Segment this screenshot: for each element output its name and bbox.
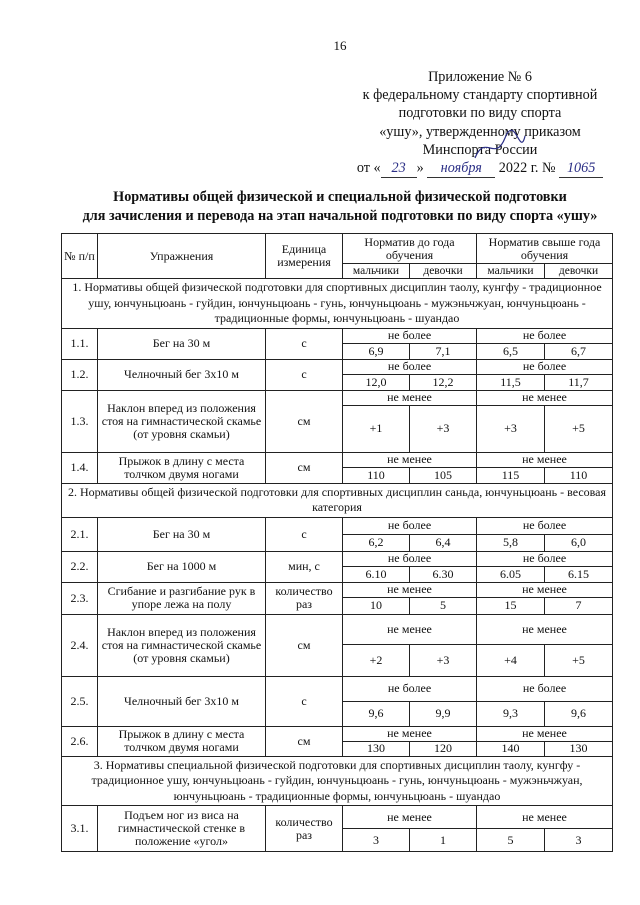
cell-exercise: Бег на 30 м <box>98 328 266 359</box>
appendix-line: «ушу», утвержденному приказом <box>379 123 581 140</box>
cell-exercise: Наклон вперед из положения стоя на гимнастической скамье (от уровня скамьи) <box>98 390 266 452</box>
title-line: для зачисления и перевода на этап начальной подготовки по виду спорта «ушу» <box>82 207 598 224</box>
cell-boys-over-year: 6,5 <box>477 343 545 359</box>
cell-exercise: Прыжок в длину с места толчком двумя ногами <box>98 452 266 483</box>
header-boys: мальчики <box>343 264 410 279</box>
cell-condition: не более <box>477 551 613 566</box>
cell-exercise: Челночный бег 3х10 м <box>98 359 266 390</box>
cell-num: 2.6. <box>62 726 98 756</box>
cell-girls-first-year: 9,9 <box>410 701 477 726</box>
cell-num: 3.1. <box>62 806 98 852</box>
cell-boys-first-year: 6,2 <box>343 534 410 551</box>
signature-scribble-icon <box>470 128 530 168</box>
cell-condition: не более <box>343 676 477 701</box>
cell-girls-over-year: 6,7 <box>545 343 613 359</box>
cell-girls-over-year: +5 <box>545 644 613 676</box>
header-exercise: Упражнения <box>98 234 266 279</box>
cell-boys-first-year: 10 <box>343 597 410 614</box>
cell-condition: не более <box>343 517 477 534</box>
cell-girls-first-year: 6.30 <box>410 566 477 582</box>
cell-boys-over-year: +4 <box>477 644 545 676</box>
table-body <box>62 279 613 852</box>
cell-num: 1.3. <box>62 390 98 452</box>
cell-boys-over-year: 15 <box>477 597 545 614</box>
cell-girls-over-year: +5 <box>545 405 613 452</box>
cell-condition: не менее <box>477 614 613 644</box>
cell-condition: не более <box>477 359 613 374</box>
cell-girls-over-year: 3 <box>545 829 613 852</box>
table-row <box>62 359 613 374</box>
table-header-row <box>62 234 613 264</box>
cell-girls-over-year: 110 <box>545 467 613 483</box>
cell-unit: см <box>266 452 343 483</box>
cell-girls-over-year: 6.15 <box>545 566 613 582</box>
cell-boys-first-year: 3 <box>343 829 410 852</box>
section-row <box>62 279 613 329</box>
cell-boys-first-year: +1 <box>343 405 410 452</box>
cell-girls-first-year: 5 <box>410 597 477 614</box>
cell-boys-over-year: 5,8 <box>477 534 545 551</box>
cell-condition: не менее <box>477 390 613 405</box>
cell-condition: не менее <box>477 582 613 597</box>
cell-exercise: Челночный бег 3х10 м <box>98 676 266 726</box>
table-row <box>62 390 613 405</box>
cell-boys-first-year: 9,6 <box>343 701 410 726</box>
cell-condition: не менее <box>343 582 477 597</box>
section-title: 1. Нормативы общей физической подготовки для спортивных дисциплин таолу, кунгфу - традиционное ушу, юнчуньцюань - гуйдин, юнчуньцюань - гунь, юнчуньцюань - мужэньчжуан, юнчуньцюань - традиционные формы, юнчуньцюань - шуандао <box>62 279 613 329</box>
cell-girls-first-year: 1 <box>410 829 477 852</box>
appendix-line: Приложение № 6 <box>428 69 532 85</box>
header-boys: мальчики <box>477 264 545 279</box>
table-row <box>62 676 613 701</box>
cell-unit: с <box>266 359 343 390</box>
cell-condition: не менее <box>477 726 613 741</box>
table-row <box>62 328 613 343</box>
cell-num: 2.2. <box>62 551 98 582</box>
cell-unit: количество раз <box>266 582 343 614</box>
cell-unit: мин, с <box>266 551 343 582</box>
cell-girls-over-year: 6,0 <box>545 534 613 551</box>
cell-condition: не менее <box>477 452 613 467</box>
header-girls: девочки <box>410 264 477 279</box>
cell-boys-first-year: 12,0 <box>343 374 410 390</box>
norms-table <box>61 233 613 852</box>
page-number: 16 <box>333 38 347 53</box>
cell-boys-over-year: 115 <box>477 467 545 483</box>
date-day: 23 <box>381 159 417 178</box>
cell-condition: не менее <box>343 390 477 405</box>
cell-girls-over-year: 9,6 <box>545 701 613 726</box>
table-row <box>62 452 613 467</box>
cell-num: 2.3. <box>62 582 98 614</box>
cell-girls-over-year: 7 <box>545 597 613 614</box>
cell-boys-over-year: 11,5 <box>477 374 545 390</box>
cell-boys-over-year: +3 <box>477 405 545 452</box>
cell-boys-over-year: 140 <box>477 741 545 756</box>
appendix-line: подготовки по виду спорта <box>398 105 562 122</box>
date-mid: » <box>416 160 424 177</box>
cell-girls-first-year: 7,1 <box>410 343 477 359</box>
cell-condition: не более <box>477 328 613 343</box>
section-row <box>62 756 613 806</box>
date-month: ноября <box>427 159 495 178</box>
cell-girls-first-year: +3 <box>410 405 477 452</box>
cell-num: 1.4. <box>62 452 98 483</box>
cell-boys-over-year: 9,3 <box>477 701 545 726</box>
cell-num: 1.1. <box>62 328 98 359</box>
cell-girls-first-year: 6,4 <box>410 534 477 551</box>
cell-exercise: Бег на 1000 м <box>98 551 266 582</box>
header-unit: Единица измерения <box>266 234 343 279</box>
header-num: № п/п <box>62 234 98 279</box>
cell-boys-first-year: 6.10 <box>343 566 410 582</box>
appendix-line: Минспорта России <box>422 141 538 158</box>
cell-boys-over-year: 5 <box>477 829 545 852</box>
cell-exercise: Подъем ног из виса на гимнастической стенке в положение «угол» <box>98 806 266 852</box>
table-row <box>62 806 613 829</box>
cell-condition: не менее <box>477 806 613 829</box>
cell-girls-first-year: +3 <box>410 644 477 676</box>
cell-condition: не менее <box>343 806 477 829</box>
table-row <box>62 517 613 534</box>
cell-boys-first-year: +2 <box>343 644 410 676</box>
cell-unit: см <box>266 614 343 676</box>
cell-unit: см <box>266 726 343 756</box>
cell-condition: не более <box>343 328 477 343</box>
cell-unit: см <box>266 390 343 452</box>
cell-condition: не менее <box>343 614 477 644</box>
cell-unit: с <box>266 517 343 551</box>
section-title: 2. Нормативы общей физической подготовки для спортивных дисциплин саньда, юнчуньцюань - весовая категория <box>62 483 613 517</box>
table-row <box>62 582 613 597</box>
cell-boys-first-year: 110 <box>343 467 410 483</box>
header-girls: девочки <box>545 264 613 279</box>
cell-girls-first-year: 105 <box>410 467 477 483</box>
cell-condition: не более <box>343 359 477 374</box>
document-title <box>40 188 640 225</box>
cell-boys-over-year: 6.05 <box>477 566 545 582</box>
cell-boys-first-year: 6,9 <box>343 343 410 359</box>
cell-num: 2.5. <box>62 676 98 726</box>
date-prefix: от « <box>356 160 381 177</box>
cell-girls-over-year: 11,7 <box>545 374 613 390</box>
table-row <box>62 614 613 644</box>
section-row <box>62 483 613 517</box>
header-group-over-year: Норматив свыше года обучения <box>477 234 613 264</box>
cell-exercise: Наклон вперед из положения стоя на гимнастической скамье (от уровня скамьи) <box>98 614 266 676</box>
cell-girls-first-year: 120 <box>410 741 477 756</box>
cell-girls-over-year: 130 <box>545 741 613 756</box>
cell-condition: не менее <box>343 726 477 741</box>
cell-unit: с <box>266 676 343 726</box>
cell-num: 2.4. <box>62 614 98 676</box>
cell-condition: не более <box>343 551 477 566</box>
appendix-line: к федеральному стандарту спортивной <box>362 87 598 104</box>
section-title: 3. Нормативы специальной физической подготовки для спортивных дисциплин таолу, кунгфу - традиционное ушу, юнчуньцюань - гуйдин, юнчуньцюань - гунь, юнчуньцюань - мужэньчжуан, юнчуньцюань - традиционные формы, юнчуньцюань - шуандао <box>62 756 613 806</box>
title-line: Нормативы общей физической и специальной физической подготовки <box>113 189 567 205</box>
cell-num: 1.2. <box>62 359 98 390</box>
cell-unit: с <box>266 328 343 359</box>
cell-boys-first-year: 130 <box>343 741 410 756</box>
header-group-first-year: Норматив до года обучения <box>343 234 477 264</box>
cell-condition: не более <box>477 676 613 701</box>
cell-exercise: Бег на 30 м <box>98 517 266 551</box>
cell-num: 2.1. <box>62 517 98 551</box>
table-row <box>62 551 613 566</box>
order-number: 1065 <box>559 159 603 178</box>
cell-unit: количество раз <box>266 806 343 852</box>
cell-girls-first-year: 12,2 <box>410 374 477 390</box>
cell-condition: не менее <box>343 452 477 467</box>
cell-exercise: Сгибание и разгибание рук в упоре лежа на полу <box>98 582 266 614</box>
cell-condition: не более <box>477 517 613 534</box>
date-year: 2022 г. № <box>498 160 556 177</box>
table-row <box>62 726 613 741</box>
cell-exercise: Прыжок в длину с места толчком двумя ногами <box>98 726 266 756</box>
